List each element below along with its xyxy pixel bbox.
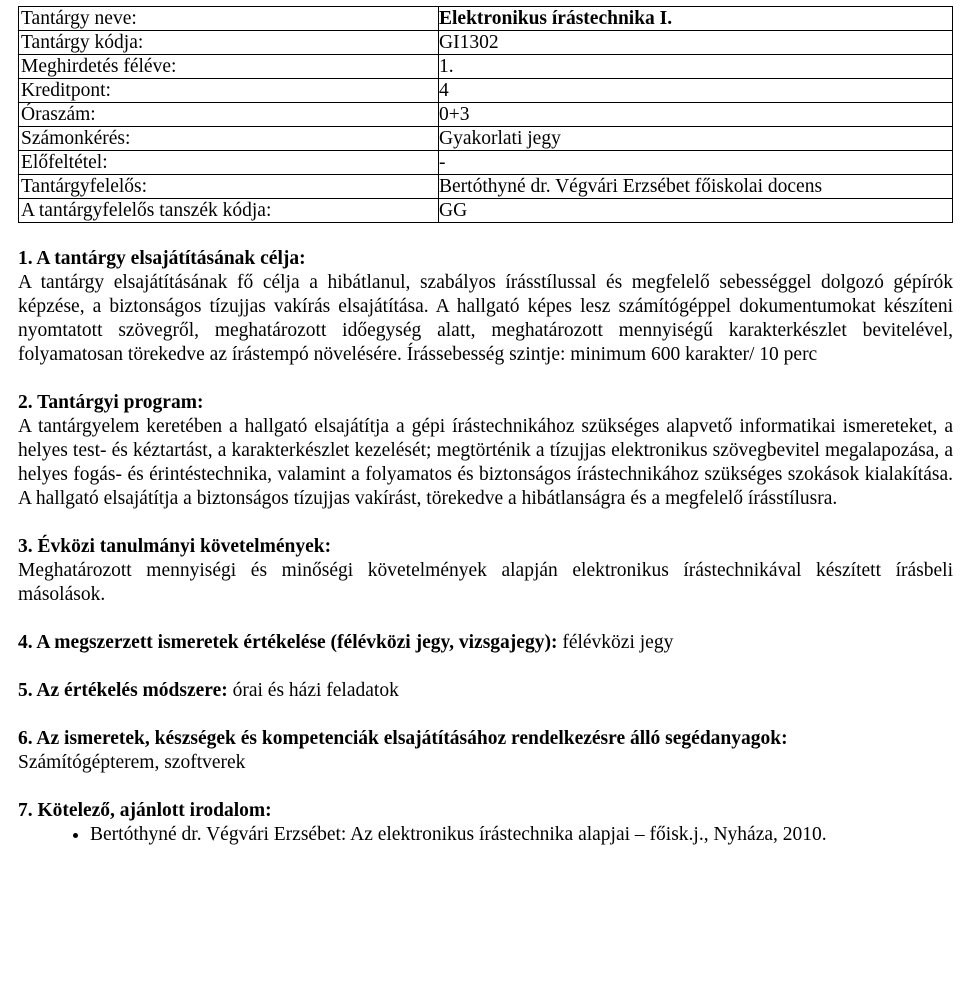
- info-row: [19, 31, 953, 55]
- info-value: Gyakorlati jegy: [439, 127, 953, 151]
- section-goal: [18, 247, 953, 367]
- info-row: [19, 79, 953, 103]
- subject-info-table: [18, 6, 953, 223]
- section-evaluation: [18, 631, 953, 655]
- section-title: 5. Az értékelés módszere:: [18, 680, 228, 701]
- info-row: [19, 7, 953, 31]
- info-label: Tantárgy neve:: [19, 7, 439, 31]
- section-text: A tantárgyelem keretében a hallgató elsajátítja a gépi írástechnikához szükséges alapvető informatikai ismereteket, a helyes test- és kéztartást, a karakterkészlet kezelését; megtörténik a tízujjas elektronikus szövegbevitel megalapozása, a helyes fogás- és érintéstechnika, valamint a folyamatos és biztonságos írástechnikához szükséges szokások kialakítása. A hallgató elsajátítja a biztonságos tízujjas vakírást, törekedve a hibátlanságra és a megfelelő írásstílusra.: [18, 416, 953, 509]
- info-row: [19, 55, 953, 79]
- section-text: A tantárgy elsajátításának fő célja a hibátlanul, szabályos írásstílussal és megfelelő sebességgel dolgozó gépírók képzése, a biztonságos tízujjas vakírás elsajátítása. A hallgató képes lesz számítógéppel dokumentumokat készíteni nyomtatott szövegről, meghatározott időegység alatt, meghatározott mennyiségű karakterkészlet bevitelével, folyamatosan törekedve az írástempó növelésére. Írássebesség szintje: minimum 600 karakter/ 10 perc: [18, 272, 953, 365]
- section-title: 7. Kötelező, ajánlott irodalom:: [18, 800, 272, 821]
- info-label: Előfeltétel:: [19, 151, 439, 175]
- info-label: Meghirdetés féléve:: [19, 55, 439, 79]
- section-program: [18, 391, 953, 511]
- document-page: [18, 6, 953, 847]
- literature-list: [18, 823, 953, 847]
- section-method: [18, 679, 953, 703]
- section-text: Számítógépterem, szoftverek: [18, 752, 246, 773]
- info-label: Tantárgyfelelős:: [19, 175, 439, 199]
- section-value: félévközi jegy: [557, 632, 674, 653]
- info-value: 4: [439, 79, 953, 103]
- info-row: [19, 103, 953, 127]
- info-row: [19, 199, 953, 223]
- section-requirements: [18, 535, 953, 607]
- info-row: [19, 175, 953, 199]
- section-materials: [18, 727, 953, 775]
- section-title: 1. A tantárgy elsajátításának célja:: [18, 248, 306, 269]
- info-label: Óraszám:: [19, 103, 439, 127]
- info-value: -: [439, 151, 953, 175]
- info-value: Bertóthyné dr. Végvári Erzsébet főiskolai docens: [439, 175, 953, 199]
- section-title: 3. Évközi tanulmányi követelmények:: [18, 536, 332, 557]
- info-row: [19, 151, 953, 175]
- section-title: 2. Tantárgyi program:: [18, 392, 204, 413]
- info-row: [19, 127, 953, 151]
- info-value: GI1302: [439, 31, 953, 55]
- section-title: 6. Az ismeretek, készségek és kompetenciák elsajátításához rendelkezésre álló segédanyagok:: [18, 728, 788, 749]
- info-value: Elektronikus írástechnika I.: [439, 7, 953, 31]
- info-label: Tantárgy kódja:: [19, 31, 439, 55]
- section-text: Meghatározott mennyiségi és minőségi követelmények alapján elektronikus írástechnikával készített írásbeli másolások.: [18, 560, 953, 605]
- info-value: 0+3: [439, 103, 953, 127]
- info-label: Számonkérés:: [19, 127, 439, 151]
- section-literature: [18, 799, 953, 847]
- section-title: 4. A megszerzett ismeretek értékelése (félévközi jegy, vizsgajegy):: [18, 632, 558, 653]
- info-label: A tantárgyfelelős tanszék kódja:: [19, 199, 439, 223]
- info-label: Kreditpont:: [19, 79, 439, 103]
- info-value: 1.: [439, 55, 953, 79]
- literature-item: • Bertóthyné dr. Végvári Erzsébet: Az elektronikus írástechnika alapjai – főisk.j., Nyháza, 2010.: [90, 823, 953, 847]
- info-value: GG: [439, 199, 953, 223]
- section-value: órai és házi feladatok: [227, 680, 399, 701]
